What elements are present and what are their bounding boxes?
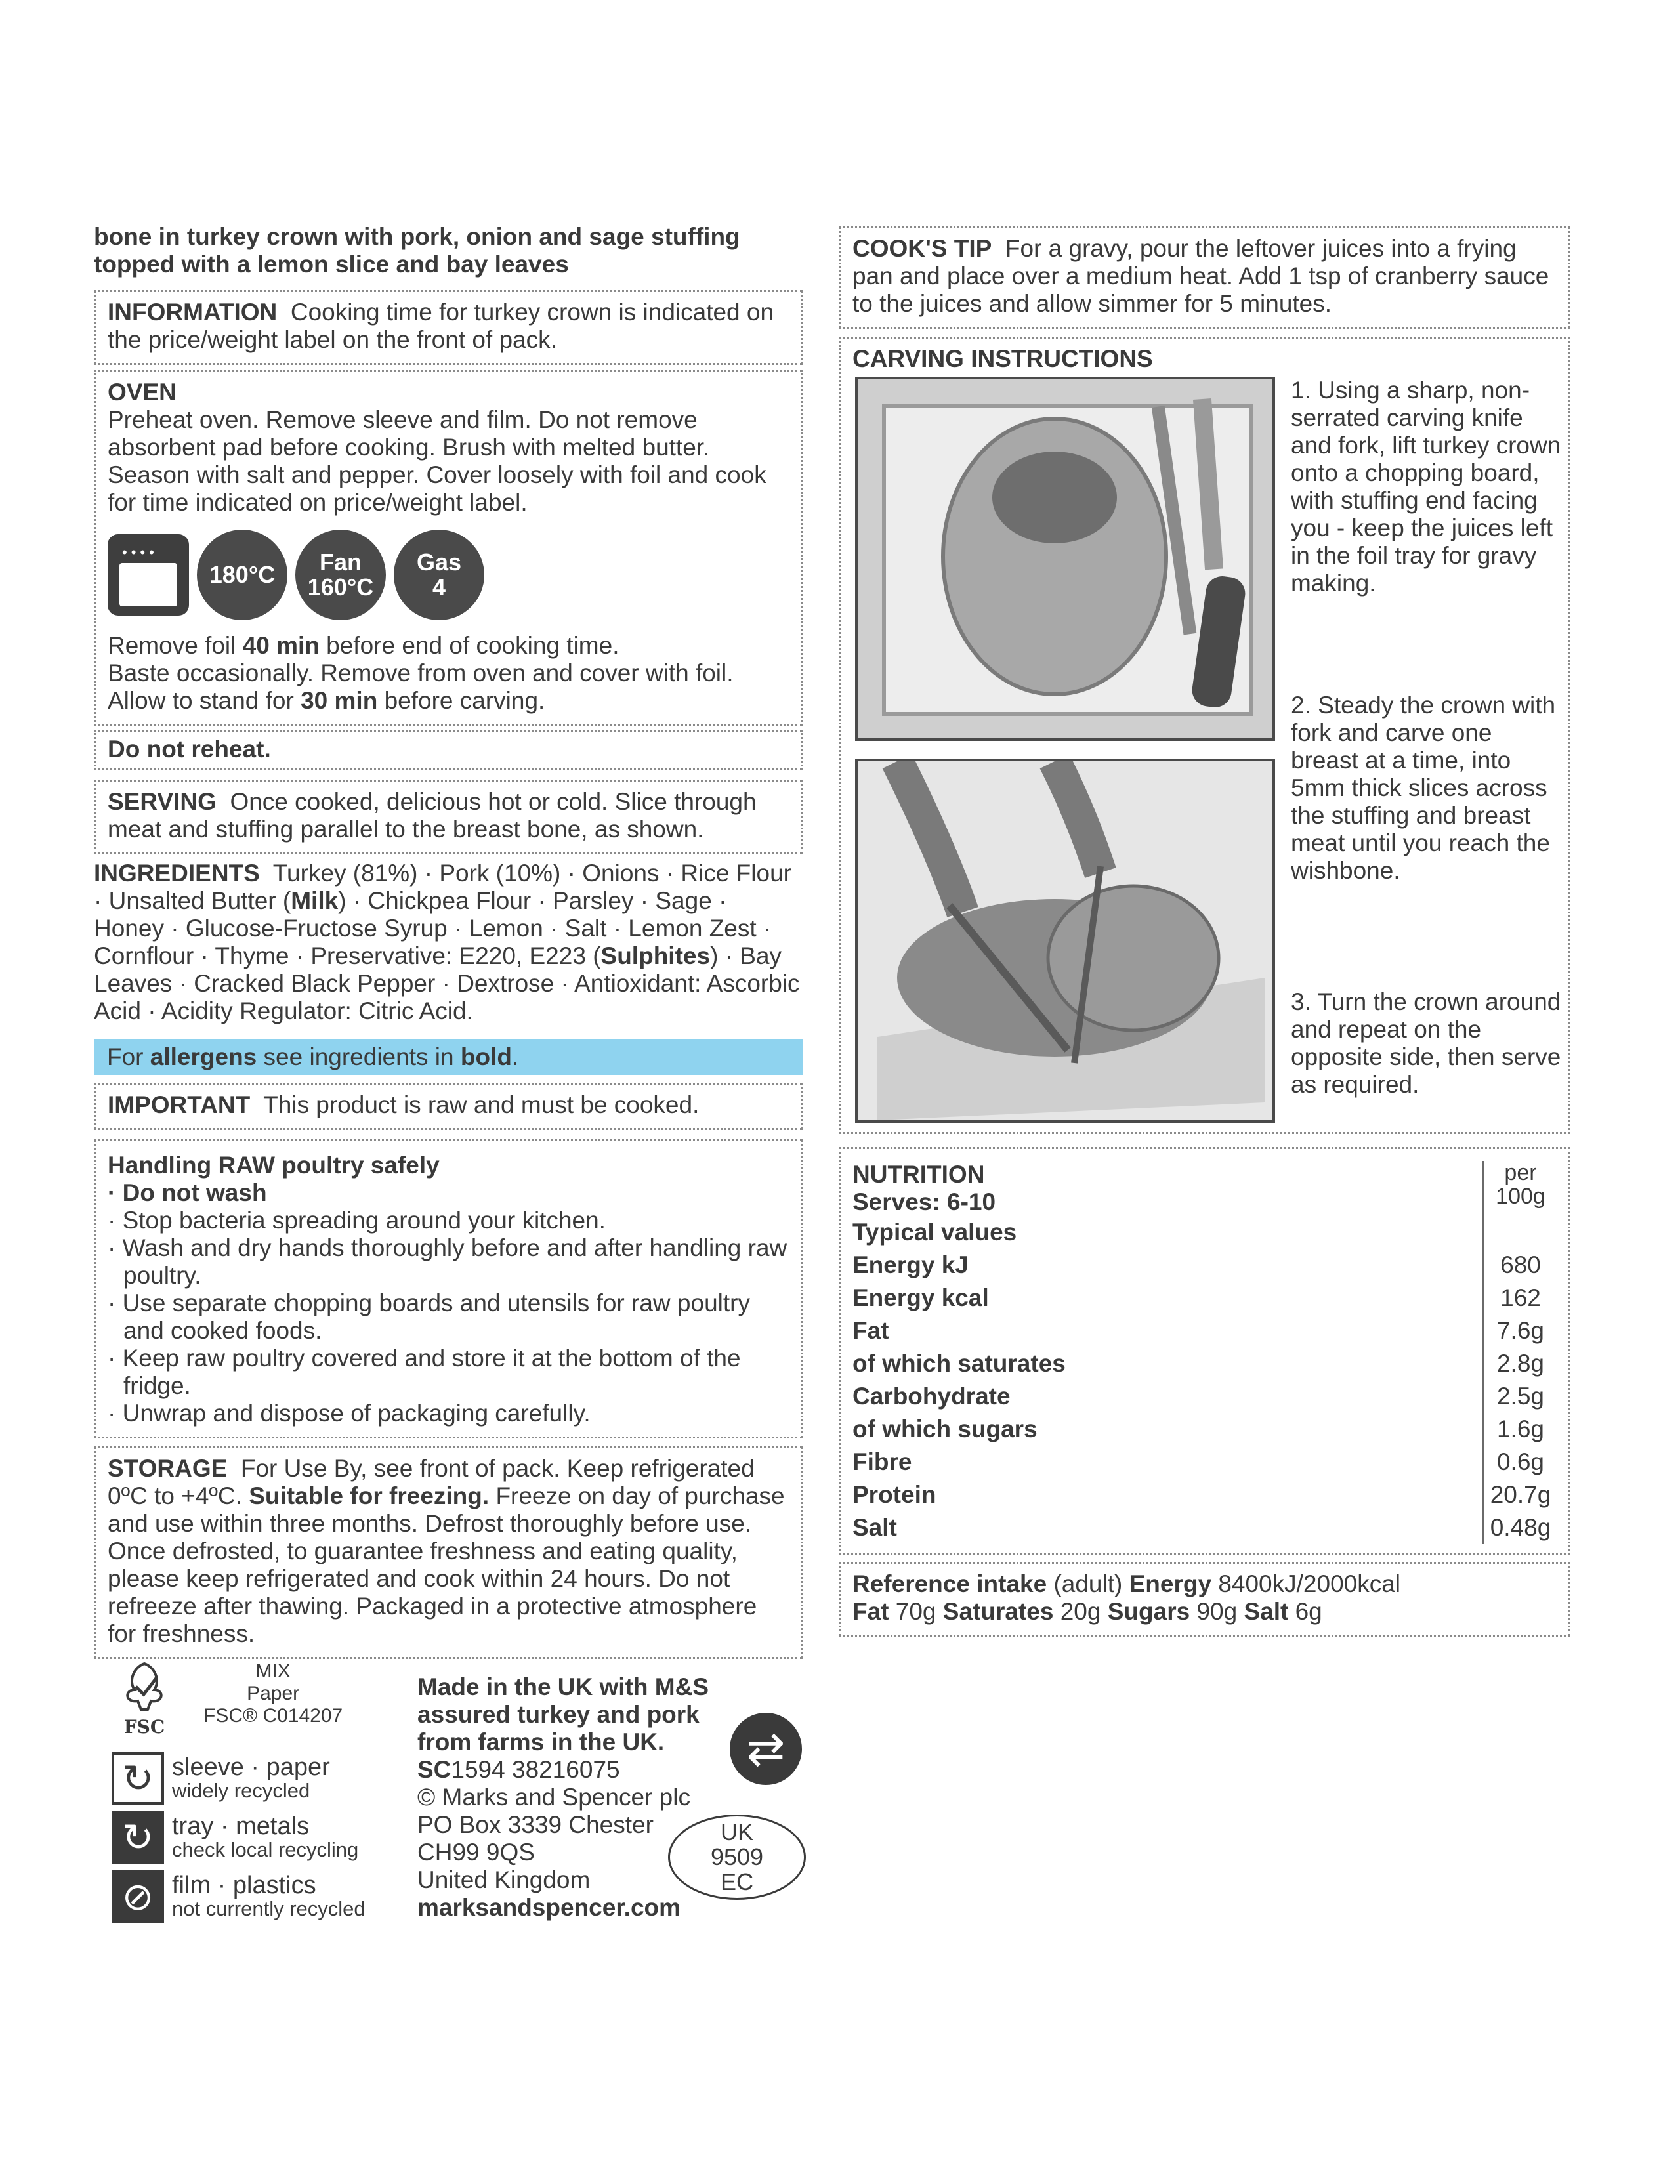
recycle-row-film bbox=[112, 1870, 400, 1923]
information-text: Cooking time for turkey crown is indicated on the price/weight label on the front of pack. bbox=[108, 299, 774, 353]
recycle-title: film · plastics bbox=[172, 1872, 316, 1899]
nutrition-row bbox=[852, 1216, 1557, 1249]
ingredients-section bbox=[94, 860, 803, 1025]
temperature-value: 180°C bbox=[209, 561, 276, 588]
nutrient-value: 7.6g bbox=[1484, 1314, 1557, 1347]
ingredients-heading: INGREDIENTS bbox=[94, 860, 260, 887]
reference-line1 bbox=[852, 1570, 1557, 1598]
gas-mark: 4 bbox=[432, 574, 446, 600]
oven-box bbox=[94, 370, 803, 726]
turkey-on-board-icon bbox=[858, 379, 1272, 738]
origin-line1: Made in the UK with M&S bbox=[417, 1673, 709, 1700]
origin-line2: assured turkey and pork bbox=[417, 1701, 700, 1728]
nutrient-value: 1.6g bbox=[1484, 1413, 1557, 1446]
ri-fat-value: 70g bbox=[895, 1598, 936, 1625]
handling-list bbox=[108, 1179, 789, 1427]
nutrition-table bbox=[852, 1161, 1557, 1544]
ri-energy-value: 8400kJ/2000kcal bbox=[1218, 1570, 1401, 1597]
allergen-bold-word: bold bbox=[460, 1043, 512, 1070]
ingredients-part2: ) · Chickpea Flour · Parsley · Sage · Honey · Glucose-Fructose Syrup · Lemon · Salt · Lemon Zest · Cornflour · Thyme · Preservative: E220, E223 ( bbox=[94, 887, 772, 969]
allergen-banner bbox=[94, 1040, 803, 1075]
handling-item: · Use separate chopping boards and utensils for raw poultry and cooked foods. bbox=[108, 1290, 750, 1344]
gas-label: Gas bbox=[416, 549, 462, 576]
recycle-outline-icon: ↻ bbox=[112, 1752, 164, 1805]
stand-time: 30 min bbox=[301, 687, 378, 714]
handling-heading: Handling RAW poultry safely bbox=[108, 1152, 440, 1179]
nutrient-label: of which sugars bbox=[852, 1416, 1038, 1442]
recycle-row-sleeve bbox=[112, 1752, 400, 1805]
nutrition-box bbox=[839, 1147, 1570, 1555]
nutrient-value: 20.7g bbox=[1484, 1479, 1557, 1511]
nutrition-row bbox=[852, 1282, 1557, 1314]
important-text: This product is raw and must be cooked. bbox=[263, 1091, 700, 1118]
cooks-tip-heading: COOK'S TIP bbox=[852, 235, 992, 262]
remove-foil-time: 40 min bbox=[242, 632, 320, 659]
nutrient-label: Energy kJ bbox=[852, 1251, 969, 1278]
information-box bbox=[94, 290, 803, 365]
temperature-badge bbox=[197, 530, 287, 620]
fan-label: Fan bbox=[319, 549, 362, 576]
sc-rest: 1594 38216075 bbox=[451, 1756, 620, 1783]
carving-box bbox=[839, 337, 1570, 1134]
carving-hands-icon bbox=[858, 761, 1272, 1120]
serving-box bbox=[94, 780, 803, 854]
fsc-logo-text: FSC bbox=[123, 1716, 165, 1738]
nutrient-label: of which saturates bbox=[852, 1350, 1066, 1377]
per-label: per bbox=[1504, 1160, 1537, 1185]
per-100g-cell bbox=[1484, 1161, 1557, 1216]
nutrition-row bbox=[852, 1413, 1557, 1446]
serves bbox=[852, 1188, 1482, 1216]
recycle-sub: check local recycling bbox=[172, 1838, 359, 1861]
oven-dots-icon: •••• bbox=[122, 544, 158, 560]
nutrient-value: 162 bbox=[1484, 1282, 1557, 1314]
ri-energy-label: Energy bbox=[1129, 1570, 1212, 1597]
nutrition-row bbox=[852, 1347, 1557, 1380]
website-link[interactable]: marksandspencer.com bbox=[417, 1894, 681, 1921]
remove-foil-text bbox=[108, 632, 789, 660]
recycle-row-tray bbox=[112, 1811, 400, 1864]
important-box bbox=[94, 1083, 803, 1130]
cooks-tip-box bbox=[839, 226, 1570, 329]
typical-values-label: Typical values bbox=[852, 1219, 1017, 1246]
carving-heading: CARVING INSTRUCTIONS bbox=[852, 345, 1153, 372]
nutrition-row bbox=[852, 1314, 1557, 1347]
cooks-tip-text: For a gravy, pour the leftover juices into a frying pan and place over a medium heat. Add 1 tsp of cranberry sauce to the juices and allow simmer for 5 minutes. bbox=[852, 235, 1549, 317]
nutrition-row bbox=[852, 1479, 1557, 1511]
reheat-box bbox=[94, 730, 803, 770]
copyright: © Marks and Spencer plc bbox=[417, 1784, 690, 1811]
fsc-block bbox=[112, 1660, 400, 1738]
ri-fat-label: Fat bbox=[852, 1598, 889, 1625]
fsc-paper: Paper bbox=[247, 1683, 300, 1704]
tree-check-icon bbox=[115, 1660, 174, 1713]
nutrient-value: 680 bbox=[1484, 1249, 1557, 1282]
green-dot-icon: ⇄ bbox=[730, 1713, 802, 1785]
ri-salt-label: Salt bbox=[1244, 1598, 1289, 1625]
sc-bold: SC bbox=[417, 1756, 452, 1783]
oven-icons bbox=[108, 530, 789, 620]
recycle-sub: widely recycled bbox=[172, 1779, 310, 1802]
oven-heading: OVEN bbox=[108, 379, 177, 406]
typical-values-blank bbox=[1484, 1216, 1557, 1249]
allergen-word: allergens bbox=[150, 1043, 257, 1070]
stand-pre: Allow to stand for bbox=[108, 687, 294, 714]
oven-icon bbox=[108, 534, 189, 616]
nutrition-heading-cell bbox=[852, 1161, 1484, 1216]
fan-temp: 160°C bbox=[307, 574, 374, 600]
carving-step-3: 3. Turn the crown around and repeat on the opposite side, then serve as required. bbox=[1291, 988, 1561, 1098]
nutrient-label: Fibre bbox=[852, 1448, 912, 1475]
country: United Kingdom bbox=[417, 1866, 591, 1893]
nutrient-label: Protein bbox=[852, 1481, 936, 1508]
ri-adult: (adult) bbox=[1053, 1570, 1123, 1597]
reheat-warning: Do not reheat. bbox=[108, 736, 271, 763]
right-column bbox=[839, 226, 1570, 1637]
health-mark-line3: EC bbox=[720, 1868, 753, 1895]
reference-line2 bbox=[852, 1598, 1557, 1626]
handling-box bbox=[94, 1139, 803, 1438]
recycle-title: sleeve · paper bbox=[172, 1754, 330, 1781]
serves-value: : 6-10 bbox=[932, 1188, 996, 1215]
environment-block bbox=[112, 1660, 400, 1929]
ingredient-milk: Milk bbox=[291, 887, 339, 914]
carving-step-1: 1. Using a sharp, non-serrated carving knife and fork, lift turkey crown onto a chopping board, with stuffing end facing you - keep the juices left in the foil tray for gravy making. bbox=[1291, 377, 1561, 597]
allergen-mid: see ingredients in bbox=[263, 1043, 454, 1070]
product-title-line2: topped with a lemon slice and bay leaves bbox=[94, 251, 569, 278]
baste-text: Baste occasionally. Remove from oven and cover with foil. bbox=[108, 660, 734, 686]
remove-foil-post: before end of cooking time. bbox=[326, 632, 620, 659]
fsc-text bbox=[203, 1660, 343, 1727]
nutrient-value: 2.8g bbox=[1484, 1347, 1557, 1380]
product-title-line1: bone in turkey crown with pork, onion and sage stuffing bbox=[94, 223, 740, 250]
handling-item: · Stop bacteria spreading around your kitchen. bbox=[108, 1207, 606, 1234]
gas-badge bbox=[394, 530, 484, 620]
oven-door-icon bbox=[119, 563, 177, 606]
carving-step-2: 2. Steady the crown with fork and carve one breast at a time, into 5mm thick slices across the stuffing and breast meat until you reach the wishbone. bbox=[1291, 692, 1556, 884]
nutrition-row bbox=[852, 1249, 1557, 1282]
sc-code bbox=[417, 1756, 759, 1784]
fan-badge bbox=[295, 530, 386, 620]
nutrition-row bbox=[852, 1446, 1557, 1479]
serving-heading: SERVING bbox=[108, 788, 217, 815]
important-heading: IMPORTANT bbox=[108, 1091, 251, 1118]
recycle-sub: not currently recycled bbox=[172, 1897, 366, 1920]
address-line1: PO Box 3339 Chester bbox=[417, 1811, 654, 1838]
ingredient-sulphites: Sulphites bbox=[600, 942, 711, 969]
fsc-code: FSC® C014207 bbox=[203, 1705, 343, 1727]
carving-illustration-1 bbox=[855, 377, 1275, 741]
nutrient-value: 0.6g bbox=[1484, 1446, 1557, 1479]
nutrient-label: Salt bbox=[852, 1514, 897, 1541]
ingredients-part1: Turkey (81%) · Pork (10%) · Onions · Rice Flour · Unsalted Butter ( bbox=[94, 860, 791, 914]
nutrient-label: Fat bbox=[852, 1317, 889, 1344]
ri-sat-label: Saturates bbox=[942, 1598, 1054, 1625]
stand-post: before carving. bbox=[384, 687, 545, 714]
health-mark bbox=[668, 1815, 806, 1900]
product-title bbox=[94, 223, 803, 278]
recycle-filled-icon: ↻ bbox=[112, 1811, 164, 1864]
storage-freezing: Suitable for freezing. bbox=[249, 1482, 490, 1509]
handling-item: · Do not wash bbox=[108, 1179, 267, 1206]
allergen-pre: For bbox=[107, 1043, 144, 1070]
remove-foil-pre: Remove foil bbox=[108, 632, 236, 659]
recycle-title: tray · metals bbox=[172, 1813, 310, 1840]
serves-label: Serves bbox=[852, 1188, 933, 1215]
storage-text1: For Use By, see front of pack. Keep refrigerated 0ºC to +4ºC. bbox=[108, 1455, 755, 1509]
serving-text: Once cooked, delicious hot or cold. Slice through meat and stuffing parallel to the breast bone, as shown. bbox=[108, 788, 757, 843]
ri-sat-value: 20g bbox=[1060, 1598, 1101, 1625]
nutrition-row bbox=[852, 1511, 1557, 1544]
nutrient-value: 2.5g bbox=[1484, 1380, 1557, 1413]
handling-item: · Keep raw poultry covered and store it at the bottom of the fridge. bbox=[108, 1345, 741, 1399]
nutrition-row bbox=[852, 1380, 1557, 1413]
information-heading: INFORMATION bbox=[108, 299, 278, 326]
fsc-logo bbox=[112, 1660, 177, 1738]
health-mark-line2: 9509 bbox=[710, 1843, 764, 1870]
storage-heading: STORAGE bbox=[108, 1455, 228, 1482]
ri-salt-value: 6g bbox=[1295, 1598, 1322, 1625]
origin-line3: from farms in the UK. bbox=[417, 1729, 665, 1755]
ri-sugars-value: 90g bbox=[1196, 1598, 1238, 1625]
left-column bbox=[94, 223, 803, 1659]
nutrition-heading: NUTRITION bbox=[852, 1161, 985, 1188]
storage-text2: Freeze on day of purchase and use within three months. Defrost thoroughly before use. Once defrosted, to guarantee freshness and eating quality, please keep refrigerated and cook within 24 hours. Do not refreeze after thawing. Packaged in a protective atmosphere for freshness. bbox=[108, 1482, 785, 1647]
per-unit: 100g bbox=[1496, 1184, 1545, 1209]
not-recyclable-icon: ⊘ bbox=[112, 1870, 164, 1923]
oven-text: Preheat oven. Remove sleeve and film. Do not remove absorbent pad before cooking. Brush with melted butter. Season with salt and pepper. Cover loosely with foil and cook for time indicated on price/weight label. bbox=[108, 406, 766, 516]
stand-text bbox=[108, 687, 789, 715]
health-mark-line1: UK bbox=[720, 1818, 753, 1845]
handling-item: · Unwrap and dispose of packaging carefully. bbox=[108, 1400, 591, 1427]
handling-item: · Wash and dry hands thoroughly before and after handling raw poultry. bbox=[108, 1234, 788, 1289]
ri-sugars-label: Sugars bbox=[1107, 1598, 1190, 1625]
nutrient-label: Energy kcal bbox=[852, 1284, 989, 1311]
nutrition-header-row bbox=[852, 1161, 1557, 1216]
storage-box bbox=[94, 1446, 803, 1659]
nutrient-value: 0.48g bbox=[1484, 1511, 1557, 1544]
fsc-mix: MIX bbox=[255, 1660, 291, 1682]
ri-label: Reference intake bbox=[852, 1570, 1047, 1597]
nutrient-label: Carbohydrate bbox=[852, 1383, 1011, 1410]
allergen-end: . bbox=[511, 1043, 519, 1070]
carving-illustration-2 bbox=[855, 759, 1275, 1123]
ingredients-part3: ) · Bay Leaves · Cracked Black Pepper · Dextrose · Antioxidant: Ascorbic Acid · Acidity Regulator: Citric Acid. bbox=[94, 942, 800, 1024]
address-line2: CH99 9QS bbox=[417, 1839, 535, 1866]
reference-intake-box bbox=[839, 1562, 1570, 1637]
